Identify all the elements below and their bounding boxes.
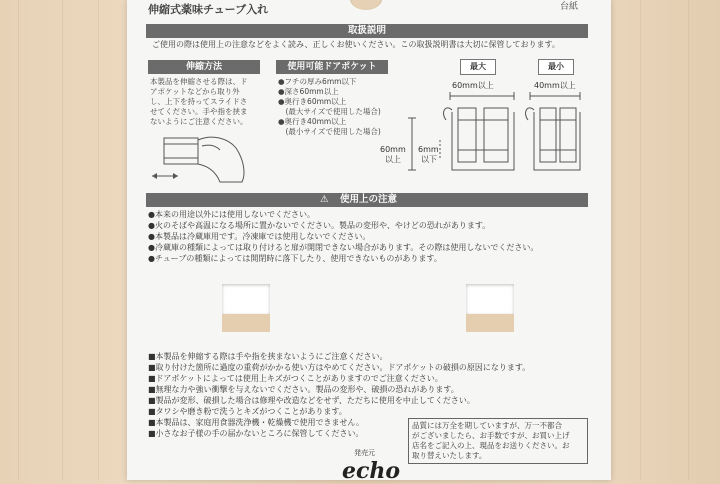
- instructions-intro: ご使用の際は使用上の注意などをよく読み、正しくお使いください。この取扱説明書は大切に保管しております。: [152, 40, 560, 49]
- lower-note: ■タワシや磨き粉で洗うとキズがつくことがあります。: [148, 407, 347, 416]
- hand-slide-illustration: [150, 130, 260, 185]
- quality-line: 取り替えいたします。: [412, 451, 487, 460]
- quality-line: がございましたら、お手数ですが、お買い上げ: [412, 431, 570, 440]
- pocket-spec: (最小サイズで使用した場合): [278, 127, 381, 136]
- depth-value: 60mm: [380, 145, 406, 154]
- lower-note: ■小さなお子様の手の届かないところに保管してください。: [148, 429, 364, 438]
- caution-item: ●冷蔵庫の種類によっては取り付けると扉が開閉できない場合があります。その際は使用しないでください。: [148, 243, 539, 252]
- caution-item: ●チューブの種類によっては開閉時に落下したり、使用できないものがあります。: [148, 254, 442, 263]
- caution-item: ●本来の用途以外には使用しないでください。: [148, 210, 315, 219]
- lower-note: ■製品が変形、破損した場合は修理や改造などをせず、ただちに使用を中止してください。: [148, 396, 475, 405]
- depth-qualifier: 以上: [385, 155, 401, 164]
- right-cutout-window: [466, 284, 514, 332]
- left-cutout-window: [222, 284, 270, 332]
- min-size-label: 最小: [538, 59, 574, 75]
- extend-line: アポケットなどから取り外: [150, 87, 240, 96]
- extend-label: 伸縮方法: [148, 60, 260, 74]
- caution-title: 使用上の注意: [340, 194, 398, 205]
- extend-line: し、上下を持ってスライドさ: [150, 97, 248, 106]
- lower-note: ■本製品を伸縮する際は手や指を挟まないようにご注意ください。: [148, 352, 388, 361]
- pocket-spec: ●フチの厚み6mm以下: [278, 77, 357, 86]
- pocket-spec: (最大サイズで使用した場合): [278, 107, 381, 116]
- lower-note: ■無理な力や強い衝撃を与えないでください。製品の変形や、破損の恐れがあります。: [148, 385, 459, 394]
- lower-note: ■ドアポケットによっては使用上キズがつくことがありますのでご注意ください。: [148, 374, 443, 383]
- rim-qualifier: 以下: [421, 155, 437, 164]
- lower-note: ■本製品は、家庭用食器洗浄機・乾燥機で使用できません。: [148, 418, 365, 427]
- daishi-label: 台紙: [560, 2, 579, 12]
- min-dimension: 40mm以上: [534, 81, 576, 90]
- extend-line: せてください。手や指を挟ま: [150, 107, 248, 116]
- quality-line: 品質には万全を期していますが、万一不都合: [412, 421, 562, 430]
- caution-item: ●火のそばや高温になる場所に置かないでください。製品の変形や、やけどの恐れがあります。: [148, 221, 491, 230]
- brand-logo: echo: [342, 458, 401, 484]
- extend-line: 本製品を伸縮させる際は、ド: [150, 77, 248, 86]
- quality-line: 店名をご記入の上、現品をお送りください。お: [412, 441, 570, 450]
- product-title: 伸縮式薬味チューブ入れ: [148, 3, 269, 16]
- pocket-spec: ●奥行き40mm以上: [278, 117, 347, 126]
- instructions-title: 取扱説明: [347, 25, 386, 36]
- pocket-size-diagram: [400, 90, 590, 180]
- warning-triangle-icon: ⚠: [320, 194, 329, 205]
- rim-value: 6mm: [418, 145, 439, 154]
- max-size-label: 最大: [460, 59, 496, 75]
- seller-label: 発売元: [354, 449, 375, 457]
- max-dimension: 60mm以上: [452, 81, 494, 90]
- pocket-label: 使用可能ドアポケット: [276, 60, 388, 74]
- pocket-spec: ●奥行き60mm以上: [278, 97, 347, 106]
- caution-item: ●本製品は冷蔵庫用です。冷凍庫では使用しないでください。: [148, 232, 371, 241]
- pocket-spec: ●深さ60mm以上: [278, 87, 339, 96]
- extend-line: ないようにご注意ください。: [150, 117, 248, 126]
- lower-note: ■取り付けた箇所に過度の重荷がかかる使い方はやめてください。ドアポケットの破損の原因になります。: [148, 363, 531, 372]
